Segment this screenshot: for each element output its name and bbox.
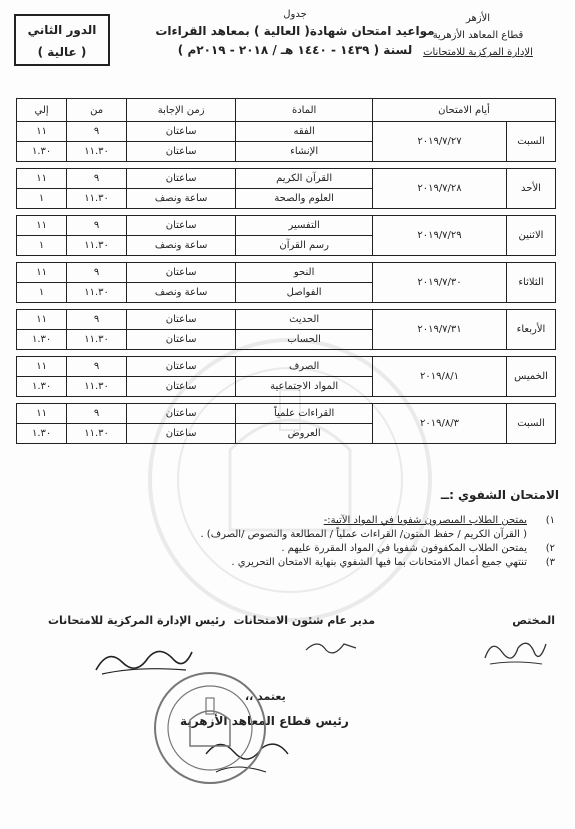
exam-duration: ساعتان	[126, 263, 235, 283]
exam-date: ٢٠١٩/٨/١	[373, 357, 507, 397]
table-row	[17, 122, 556, 142]
exam-end-time: ١.٣٠	[17, 142, 67, 162]
exam-subject: الحساب	[236, 330, 373, 350]
group-separator	[17, 350, 556, 357]
exam-subject: الحديث	[236, 310, 373, 330]
exam-duration: ساعتان	[126, 404, 235, 424]
approved-label: يعتمد ،،	[245, 690, 286, 703]
group-separator-cell	[17, 256, 556, 263]
exam-duration: ساعتان	[126, 310, 235, 330]
signature-specialist-label: المختص	[512, 614, 555, 627]
exam-subject: الصرف	[236, 357, 373, 377]
exam-start-time: ١١.٣٠	[67, 283, 127, 303]
exam-duration: ساعتان	[126, 142, 235, 162]
exam-start-time: ٩	[67, 263, 127, 283]
oral-item-number: ١)	[545, 515, 555, 526]
exam-start-time: ١١.٣٠	[67, 236, 127, 256]
round-level: ( عالية )	[37, 45, 87, 59]
group-separator	[17, 397, 556, 404]
exam-start-time: ٩	[67, 404, 127, 424]
oral-item-text: يمتحن الطلاب المكفوفون شفويا في المواد المقررة عليهم .	[281, 543, 527, 554]
header-days: أيام الامتحان	[373, 99, 556, 122]
exam-day: السبت	[507, 404, 556, 444]
exam-end-time: ١١	[17, 404, 67, 424]
table-row	[17, 169, 556, 189]
signature-director-label: مدير عام شئون الامتحانات	[233, 614, 375, 627]
document-title: مواعيد امتحان شهادة( العالية ) بمعاهد القراءات	[155, 24, 435, 38]
oral-item	[25, 514, 555, 528]
exam-date: ٢٠١٩/٧/٣٠	[373, 263, 507, 303]
exam-duration: ساعتان	[126, 377, 235, 397]
exam-day: الأربعاء	[507, 310, 556, 350]
oral-item-text: يمتحن الطلاب المبصرون شفويا في المواد الآتية:-	[323, 515, 527, 526]
handwritten-signature-specialist	[480, 630, 550, 670]
handwritten-signature-director	[300, 632, 370, 660]
exam-end-time: ١١	[17, 263, 67, 283]
group-separator-cell	[17, 209, 556, 216]
exam-start-time: ٩	[67, 357, 127, 377]
header-from: من	[67, 99, 127, 122]
oral-item-text: تنتهي جميع أعمال الامتحانات بما فيها الشفوي بنهاية الامتحان التحريري .	[231, 557, 527, 568]
exam-duration: ساعة ونصف	[126, 189, 235, 209]
exam-end-time: ١١	[17, 216, 67, 236]
exam-subject: الفواصل	[236, 283, 373, 303]
group-separator-cell	[17, 397, 556, 404]
exam-end-time: ١١	[17, 122, 67, 142]
table-row	[17, 263, 556, 283]
signature-head-admin-label: رئيس الإدارة المركزية للامتحانات	[48, 614, 226, 627]
exam-duration: ساعتان	[126, 169, 235, 189]
exam-subject: الإنشاء	[236, 142, 373, 162]
exam-subject: القراءات علمياً	[236, 404, 373, 424]
exam-start-time: ٩	[67, 216, 127, 236]
exam-subject: العروض	[236, 424, 373, 444]
exam-duration: ساعة ونصف	[126, 236, 235, 256]
exam-duration: ساعة ونصف	[126, 283, 235, 303]
oral-item-number: ٢)	[545, 543, 555, 554]
exam-start-time: ١١.٣٠	[67, 189, 127, 209]
exam-end-time: ١	[17, 283, 67, 303]
exam-end-time: ١	[17, 236, 67, 256]
group-separator-cell	[17, 350, 556, 357]
exam-date: ٢٠١٩/٧/٣١	[373, 310, 507, 350]
table-row	[17, 357, 556, 377]
exam-subject: التفسير	[236, 216, 373, 236]
round-label: الدور الثاني	[27, 23, 97, 37]
exam-end-time: ١	[17, 189, 67, 209]
exam-start-time: ١١.٣٠	[67, 424, 127, 444]
exam-duration: ساعتان	[126, 357, 235, 377]
exam-date: ٢٠١٩/٧/٢٨	[373, 169, 507, 209]
exam-start-time: ١١.٣٠	[67, 377, 127, 397]
exam-subject: رسم القرآن	[236, 236, 373, 256]
exam-schedule-table	[16, 98, 556, 444]
table-row	[17, 310, 556, 330]
exam-date: ٢٠١٩/٧/٢٧	[373, 122, 507, 162]
header-duration: زمن الإجابة	[126, 99, 235, 122]
table-label: جدول	[283, 9, 307, 20]
oral-exam-notes	[25, 514, 555, 570]
document-title-block	[145, 8, 445, 60]
table-row	[17, 404, 556, 424]
exam-start-time: ٩	[67, 169, 127, 189]
table-row	[17, 216, 556, 236]
exam-day: الثلاثاء	[507, 263, 556, 303]
exam-start-time: ٩	[67, 310, 127, 330]
header-line-admin: الإدارة المركزية للامتحانات	[423, 47, 533, 58]
exam-date: ٢٠١٩/٨/٣	[373, 404, 507, 444]
exam-end-time: ١١	[17, 310, 67, 330]
exam-day: السبت	[507, 122, 556, 162]
group-separator-cell	[17, 162, 556, 169]
exam-start-time: ٩	[67, 122, 127, 142]
oral-item	[25, 542, 555, 556]
exam-date: ٢٠١٩/٧/٢٩	[373, 216, 507, 256]
exam-end-time: ١١	[17, 169, 67, 189]
official-seal-icon	[150, 668, 270, 788]
header-line-azhar: الأزهر	[465, 13, 491, 24]
round-box	[14, 14, 110, 66]
oral-item-number: ٣)	[545, 557, 555, 568]
oral-item	[25, 556, 555, 570]
header-subject: المادة	[236, 99, 373, 122]
group-separator	[17, 256, 556, 263]
sector-head-label: رئيس قطاع المعاهد الأزهرية	[180, 714, 349, 728]
exam-subject: النحو	[236, 263, 373, 283]
exam-start-time: ١١.٣٠	[67, 142, 127, 162]
table-header-row	[17, 99, 556, 122]
group-separator	[17, 303, 556, 310]
exam-subject: القرآن الكريم	[236, 169, 373, 189]
exam-day: الاثنين	[507, 216, 556, 256]
exam-duration: ساعتان	[126, 424, 235, 444]
header-line-sector: قطاع المعاهد الأزهرية	[432, 30, 524, 41]
exam-duration: ساعتان	[126, 216, 235, 236]
group-separator	[17, 209, 556, 216]
exam-end-time: ١.٣٠	[17, 377, 67, 397]
group-separator-cell	[17, 303, 556, 310]
exam-start-time: ١١.٣٠	[67, 330, 127, 350]
exam-subject: المواد الاجتماعية	[236, 377, 373, 397]
oral-exam-title: الامتحان الشفوي :ــ	[440, 488, 559, 502]
exam-end-time: ١.٣٠	[17, 330, 67, 350]
oral-item-sub	[25, 528, 555, 542]
exam-day: الأحد	[507, 169, 556, 209]
document-year: لسنة ( ١٤٣٩ - ١٤٤٠ هـ / ٢٠١٨ - ٢٠١٩م )	[177, 43, 413, 57]
oral-item-subtext: ( القرآن الكريم / حفظ المتون/ القراءات عملياً / المطالعة والنصوص /الصرف) .	[200, 529, 527, 540]
exam-day: الخميس	[507, 357, 556, 397]
exam-end-time: ١.٣٠	[17, 424, 67, 444]
exam-duration: ساعتان	[126, 330, 235, 350]
header-to: إلي	[17, 99, 67, 122]
exam-subject: العلوم والصحة	[236, 189, 373, 209]
group-separator	[17, 162, 556, 169]
exam-subject: الفقه	[236, 122, 373, 142]
exam-end-time: ١١	[17, 357, 67, 377]
exam-duration: ساعتان	[126, 122, 235, 142]
